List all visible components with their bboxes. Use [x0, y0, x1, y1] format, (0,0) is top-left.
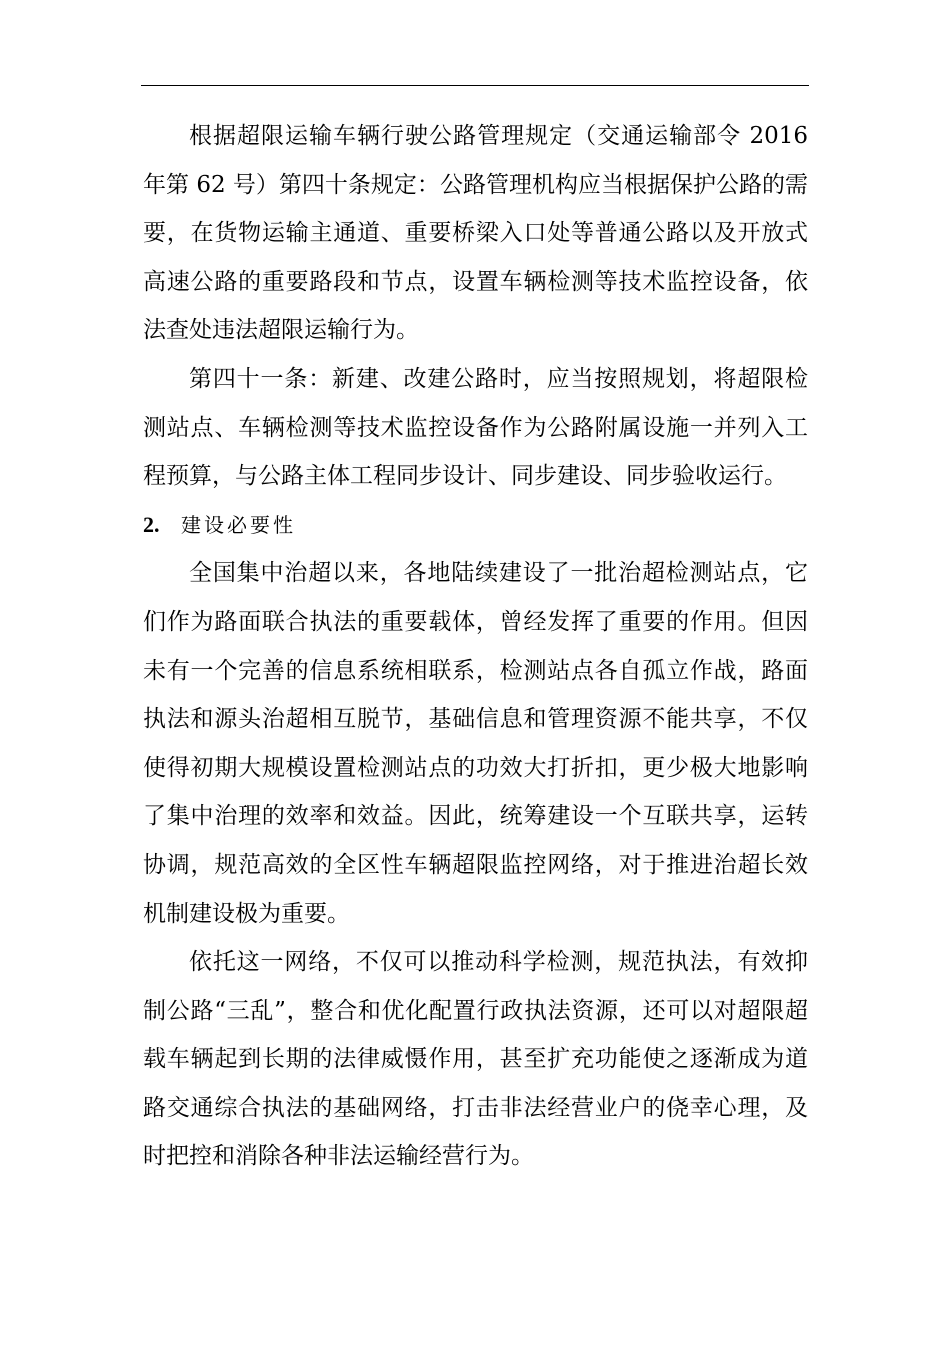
paragraph-necessity: 全国集中治超以来，各地陆续建设了一批治超检测站点，它们作为路面联合执法的重要载体，曾经发挥了重要的作用。但因未有一个完善的信息系统相联系，检测站点各自孤立作战，路面执法和源头治超相互脱节，基础信息和管理资源不能共享，不仅使得初期大规模设置检测站点的功效大打折扣，更少极大地影响了集中治理的效率和效益。因此，统筹建设一个互联共享，运转协调，规范高效的全区性车辆超限监控网络，对于推进治超长效机制建设极为重要。	[143, 560, 808, 927]
section-number: 2.	[143, 511, 160, 537]
section-title: 建设必要性	[181, 512, 296, 537]
paragraph-regulation-article-41: 第四十一条：新建、改建公路时，应当按照规划，将超限检测站点、车辆检测等技术监控设备作为公路附属设施一并列入工程预算，与公路主体工程同步设计、同步建设、同步验收运行。	[143, 365, 808, 490]
paragraph-regulation-article-40: 根据超限运输车辆行驶公路管理规定（交通运输部令 2016 年第 62 号）第四十条规定：公路管理机构应当根据保护公路的需要，在货物运输主通道、重要桥梁入口处等普通公路以及开放式高速公路的重要路段和节点，设置车辆检测等技术监控设备，依法查处违法超限运输行为。	[143, 123, 808, 344]
header-rule	[141, 85, 809, 86]
paragraph-network-benefits: 依托这一网络，不仅可以推动科学检测，规范执法，有效抑制公路“三乱”，整合和优化配置行政执法资源，还可以对超限超载车辆起到长期的法律威慑作用，甚至扩充功能使之逐渐成为道路交通综合执法的基础网络，打击非法经营业户的侥幸心理，及时把控和消除各种非法运输经营行为。	[143, 949, 808, 1170]
document-body	[143, 112, 808, 1181]
section-heading	[143, 501, 808, 550]
